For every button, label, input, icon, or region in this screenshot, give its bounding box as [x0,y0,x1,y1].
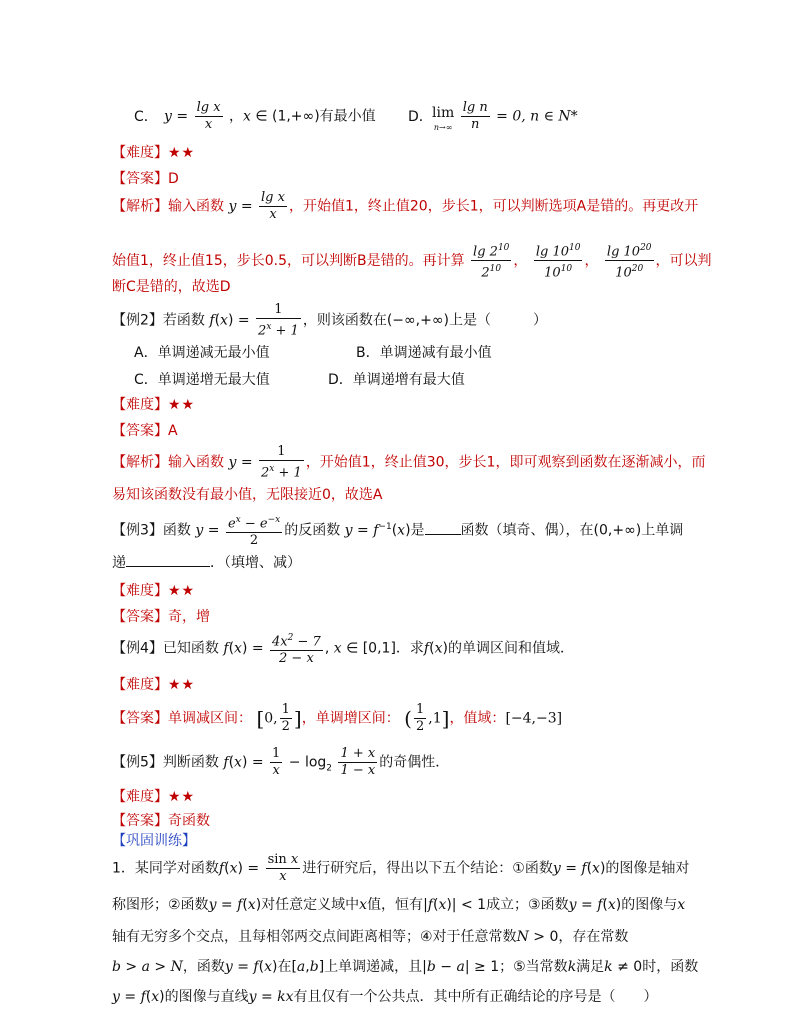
training-q1-line3: 轴有无穷多个交点，且每相邻两交点间距离相等；④对于任意常数N > 0，存在常数 [112,929,629,945]
ex3-difficulty [112,580,694,602]
answer-value: D [168,171,179,187]
option-d-label: D． [408,109,433,125]
difficulty-stars: ★★ [168,677,196,693]
difficulty-stars: ★★ [168,583,196,599]
analysis-text: ，开始值1，终止值30，步长1，即可观察到函数在逐渐减小，而 [305,454,706,471]
difficulty-stars: ★★ [168,397,196,413]
ex4-answer: 【答案】单调减区间： [0, $\frac{1}{2}$ ]，单调增区间： ( $\frac{1}{2}$ ,1]，值域：[−4,−3] [112,702,563,734]
training-text: 进行研究后，得出以下五个结论：①函数 [302,860,553,877]
training-text: 成立；③函数 [486,897,569,913]
answer-value: 奇函数 [168,813,210,829]
training-text: 1．某同学对函数 [112,860,219,877]
example-label: 【例3】 [112,522,163,539]
training-text: 值，恒有 [367,897,424,913]
range-value: [−4,−3] [505,710,563,727]
answer-value: 单调减区间： [168,710,252,727]
analysis-text: 始值1，终止值15，步长0.5，可以判断B是错的。再计算 [112,252,465,269]
difficulty-stars: ★★ [168,145,196,161]
answer-tag: 【答案】 [112,423,168,439]
option-d-formula: lim n→∞ $\frac{\text{lg n}}{n}$ = 0, n ∈ N* [432,100,578,132]
question-text: 是 [410,522,425,539]
training-q1-line1: 1．某同学对函数f(x) = $\frac{\text{sin x}}{x}$ 进行研究后，得出以下五个结论：①函数y = f(x)的图像是轴对 [112,852,690,884]
example-2-question: 【例2】若函数 f(x) = $\frac{1}{2^x + 1}$ ，则该函数在(−∞,+∞)上是（ ） [112,302,547,339]
ex4-difficulty [112,674,694,696]
training-text: 的图像是轴对 [605,860,690,877]
training-q1-line2: 称图形；②函数y = f(x)对任意定义域中x值，恒有|f(x)| < 1成立；③函数y = f(x)的图像与x [112,897,686,913]
analysis-text: 输入函数 [168,198,224,215]
difficulty-tag: 【难度】 [112,583,168,599]
question-text: 递 [112,555,126,571]
answer-value: ，值域： [449,710,506,727]
training-text: 在 [277,959,292,975]
example-label: 【例2】 [112,312,163,329]
question-text: 的反函数 [284,522,341,539]
question-text: 函数 [162,522,191,539]
question-text: ．求 [395,640,424,657]
training-text: 有且仅有一个公共点．其中所有正确结论的序号是（ ） [293,989,658,1005]
example-label: 【例5】 [112,754,163,771]
analysis-text: 易知该函数没有最小值，无限接近0，故选A [112,487,383,503]
example-2-option-b: B．单调递减有最小值 [356,345,492,361]
example-2-option-a: A．单调递减无最小值 [134,345,270,361]
training-q1-line5: y = f(x)的图像与直线y = kx有且仅有一个公共点．其中所有正确结论的序号是（ ） [112,989,658,1005]
consolidate-heading: 【巩固训练】 [112,833,196,849]
difficulty-tag: 【难度】 [112,677,168,693]
question-text: 已知函数 [162,640,219,657]
example-3-question: 【例3】函数 y = $\frac{e^x - e^{-x}}{2}$ 的反函数 $y = f^{-1}(x)$是 函数（填奇、偶），在(0,+∞)上单调 [112,512,694,549]
answer-blank[interactable] [425,520,461,535]
difficulty-tag: 【难度】 [112,145,168,161]
difficulty-stars: ★★ [168,789,196,805]
analysis-tag: 【解析】 [112,198,168,215]
training-text: 满足 [576,959,605,975]
training-text: ，存在常数 [558,929,629,945]
q1-answer [112,168,694,190]
q1-analysis-line3 [112,276,694,298]
analysis-text: 断C是错的，故选D [112,279,231,295]
question-text: 的单调区间和值域． [447,640,574,657]
example-4-question: 【例4】已知函数 f(x) = $\frac{4x^2 - 7}{2 - x}$ , x ∈ [0,1]．求f(x)的单调区间和值域． [112,630,694,667]
analysis-text: ，可以判 [655,252,712,269]
example-2-option-c: C．单调递增无最大值 [134,372,270,388]
option-d-tail: = 0, n ∈ N* [496,108,578,125]
q1-difficulty [112,142,694,164]
analysis-tag: 【解析】 [112,454,168,471]
example-5-question: 【例5】判断函数 f(x) = $\frac{1}{x}$ − $\log_2$ $\frac{1 + x}{1 - x}$ 的奇偶性． [112,746,450,778]
training-text: ，函数 [182,959,225,975]
training-text: 时，函数 [642,959,699,975]
training-q1-line4: b > a > N，函数y = f(x)在[a,b]上单调递减，且|b − a| ≥ 1；⑤当常数k满足k ≠ 0时，函数 [112,959,699,975]
analysis-text: ，开始值1，终止值20，步长1，可以判断选项A是错的。再更改开 [288,198,699,215]
example-2-option-d: D．单调递增有最大值 [328,372,465,388]
option-c-formula: y = $\frac{\text{lg x}}{x}$ ，x ∈ (1,+∞)有最小值 [164,100,376,132]
q1-analysis-line2: 始值1，终止值15，步长0.5，可以判断B是错的。再计算 $\frac{\lg 2^{10}}{2^{10}}$ ， $\frac{\lg 10^{10}}{10^{10}}$ ， $\frac{\lg 10^{20}}{10^{20}}$ ，可以判 [112,240,694,282]
question-text: 判断函数 [162,754,219,771]
training-text: 称图形；②函数 [112,897,209,913]
q1-analysis-line1: 【解析】输入函数 y = $\frac{\text{lg x}}{x}$ ，开始值1，终止值20，步长1，可以判断选项A是错的。再更改开 [112,190,699,222]
training-text: 的图像与 [621,897,678,913]
answer-tag: 【答案】 [112,710,168,727]
training-text: ；⑤当常数 [499,959,568,975]
answer-tag: 【答案】 [112,171,168,187]
ex2-answer [112,420,694,442]
question-text: 若函数 [162,312,205,329]
option-c-label: C． [134,109,158,125]
question-text: 的奇偶性． [379,754,450,771]
difficulty-tag: 【难度】 [112,789,168,805]
difficulty-tag: 【难度】 [112,397,168,413]
example-3-question-line2 [112,552,694,574]
ex2-analysis-line2 [112,484,694,506]
training-text: 的图像与直线 [164,989,249,1005]
training-text: 轴有无穷多个交点，且每相邻两交点间距离相等；④对于任意常数 [112,929,517,945]
question-text: ．（填增、减） [210,555,301,571]
analysis-text: 输入函数 [168,454,224,471]
ex2-difficulty [112,394,694,416]
answer-value: ，单调增区间： [301,710,400,727]
question-text: ，则该函数在(−∞,+∞)上是（ ） [302,312,547,329]
example-label: 【例4】 [112,640,163,657]
answer-value: 奇，增 [168,609,210,625]
answer-tag: 【答案】 [112,813,168,829]
training-text: 对任意定义域中 [261,897,360,913]
ex3-answer [112,606,694,628]
ex2-analysis-line1: 【解析】输入函数 y = $\frac{1}{2^x + 1}$ ，开始值1，终止值30，步长1，即可观察到函数在逐渐减小，而 [112,444,706,481]
question-text: 函数（填奇、偶），在(0,+∞)上单调 [460,522,684,539]
ex5-difficulty [112,786,694,808]
training-text: 上单调递减，且 [324,959,423,975]
answer-value: A [168,423,178,439]
ex5-answer [112,810,694,832]
answer-blank[interactable] [126,552,210,567]
answer-tag: 【答案】 [112,609,168,625]
option-c-suffix: 有最小值 [319,108,376,125]
